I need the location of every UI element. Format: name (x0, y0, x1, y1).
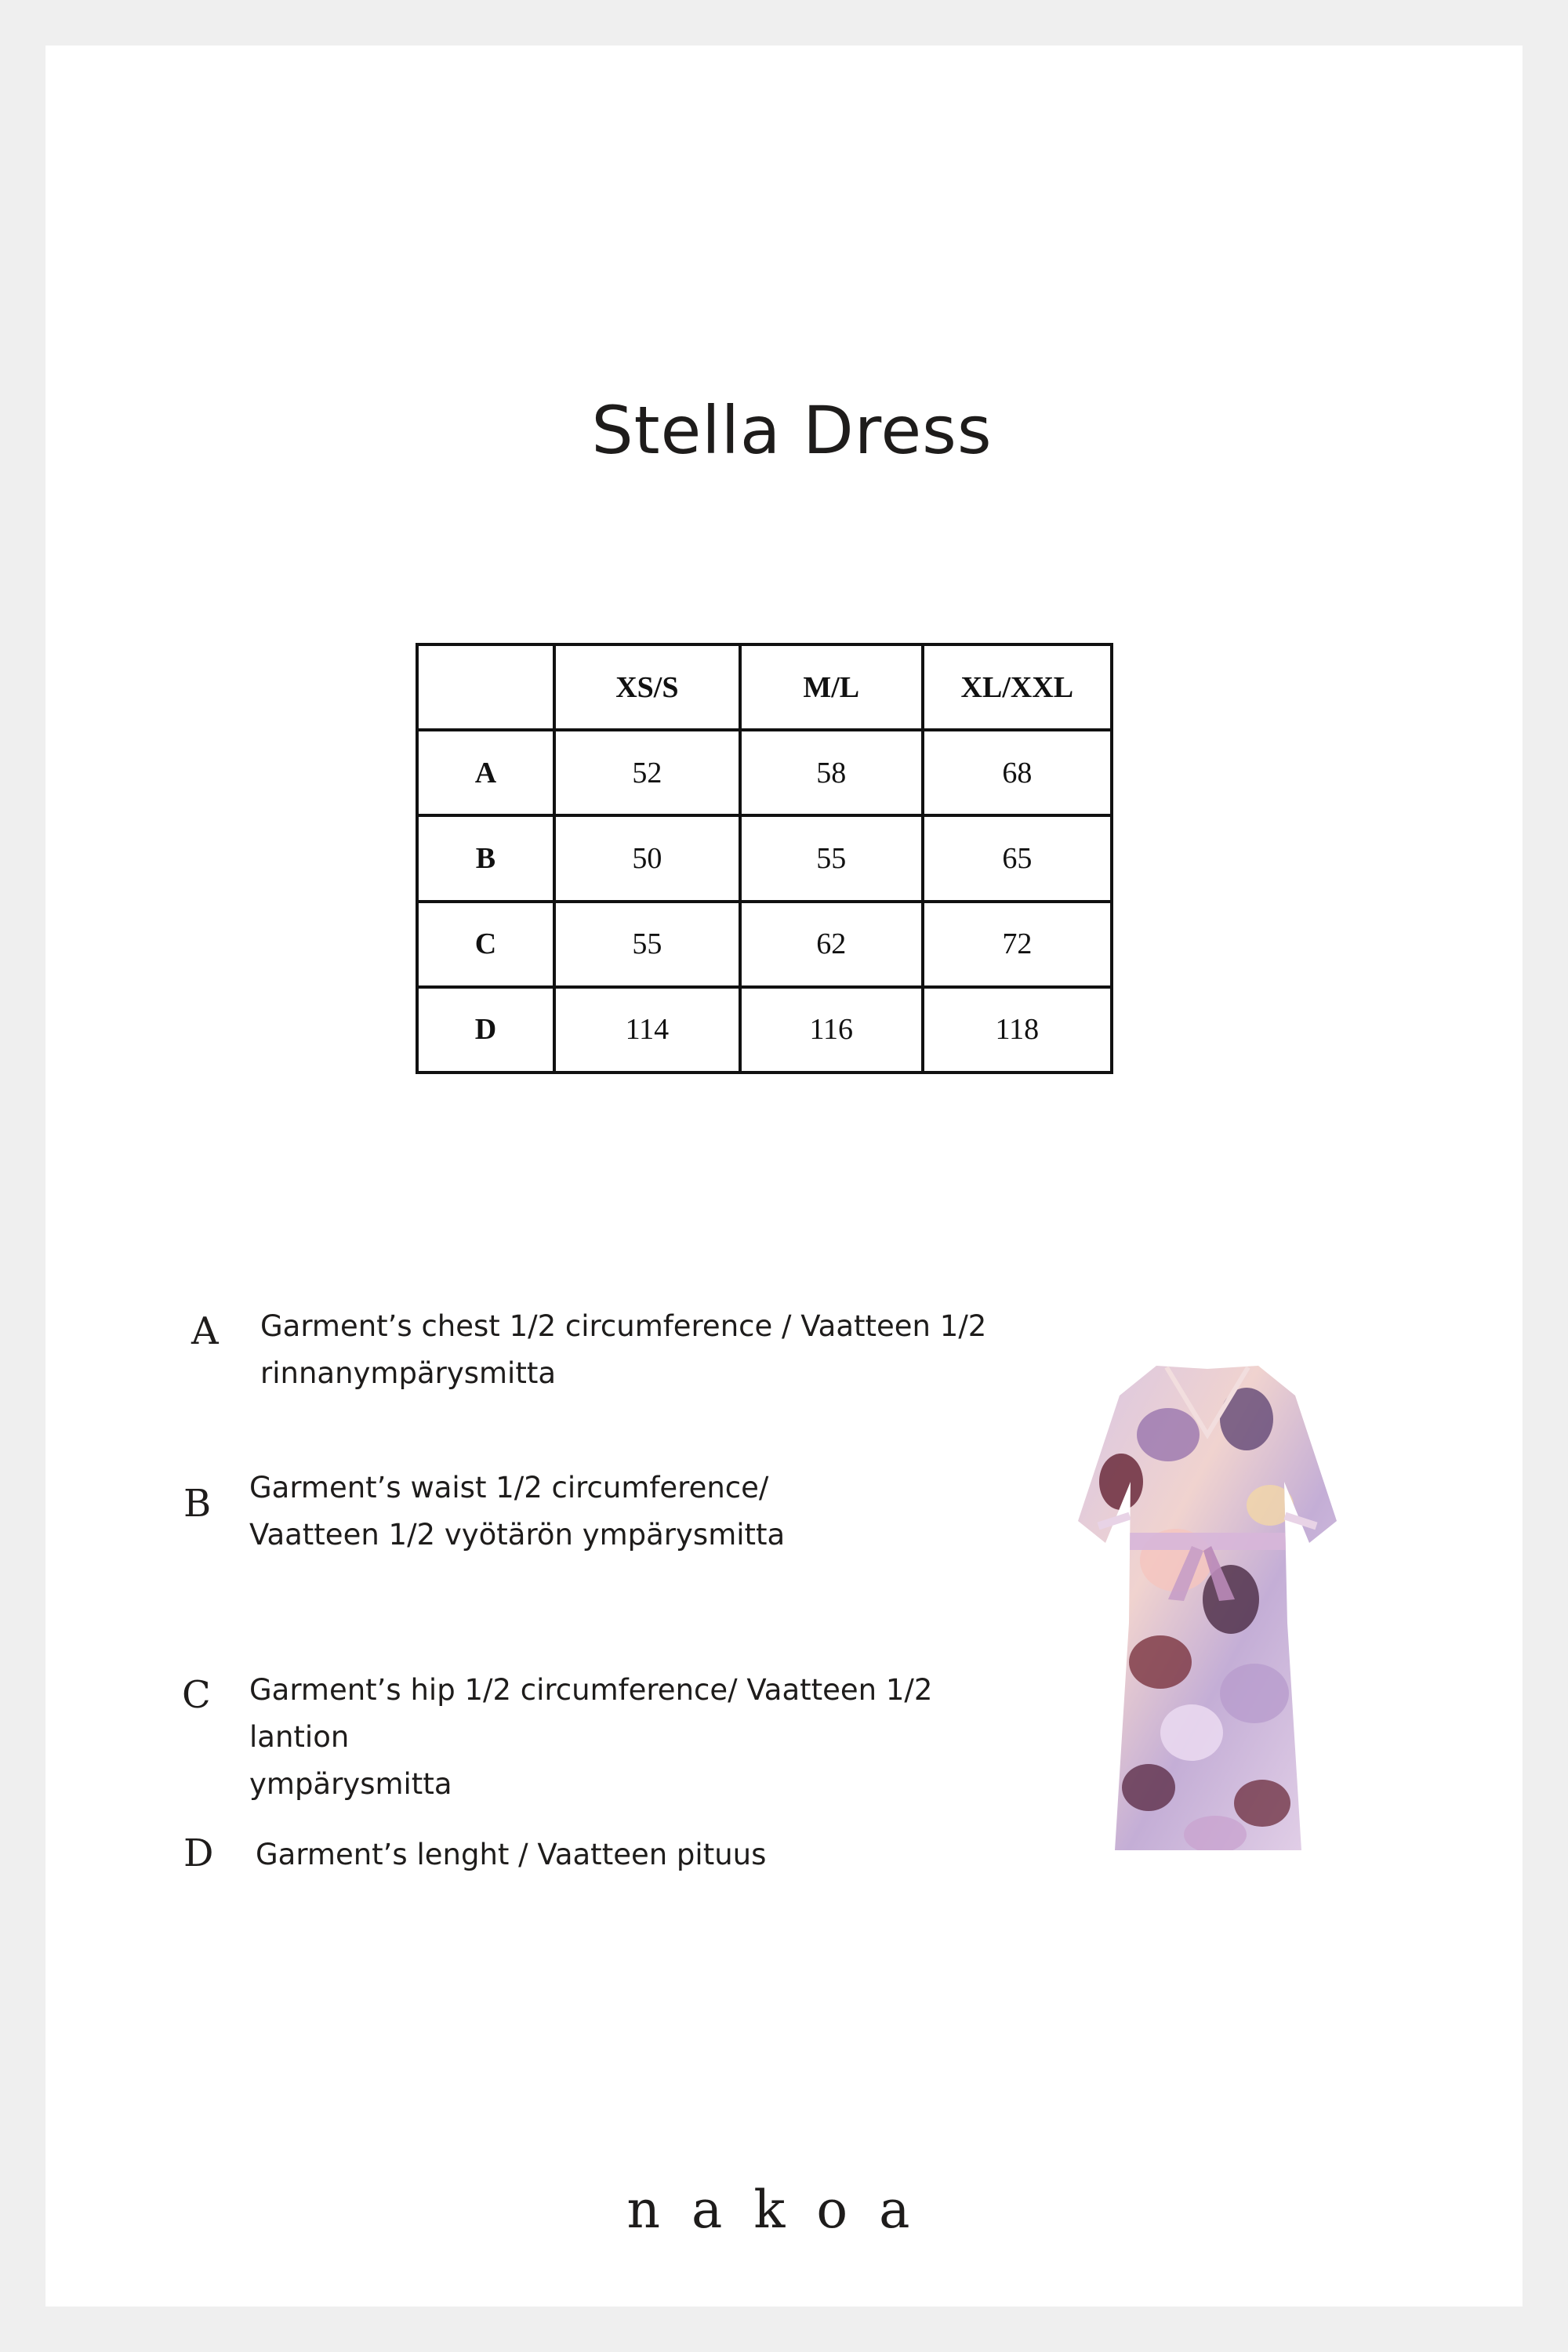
dress-image (1074, 1364, 1341, 1850)
table-cell: 72 (923, 902, 1112, 987)
table-cell: 114 (554, 987, 740, 1073)
table-cell: 55 (554, 902, 740, 987)
table-cell: 58 (740, 730, 923, 815)
table-cell: 118 (923, 987, 1112, 1073)
legend-line: Vaatteen 1/2 vyötärön ympärysmitta (249, 1518, 786, 1552)
table-cell: 62 (740, 902, 923, 987)
table-cell: 116 (740, 987, 923, 1073)
legend-text-b (249, 1465, 1033, 1559)
brand-logo: nakoa (626, 2180, 942, 2240)
table-header-size: XS/S (554, 644, 740, 730)
page-title: Stella Dress (591, 392, 993, 469)
legend-letter-d: D (183, 1831, 214, 1875)
size-table (416, 643, 1113, 1074)
legend-line: ympärysmitta (249, 1767, 452, 1801)
table-row-label: C (417, 902, 554, 987)
legend-text-c (249, 1667, 1033, 1808)
table-row (417, 902, 1112, 987)
page-card (45, 45, 1523, 2307)
legend-text-d (256, 1831, 1040, 1878)
table-cell: 55 (740, 815, 923, 901)
table-header-size: XL/XXL (923, 644, 1112, 730)
table-header-empty (417, 644, 554, 730)
table-header-size: M/L (740, 644, 923, 730)
legend-line: Garment’s waist 1/2 circumference/ (249, 1471, 769, 1504)
table-cell: 52 (554, 730, 740, 815)
table-cell: 50 (554, 815, 740, 901)
table-cell: 65 (923, 815, 1112, 901)
legend-line: Garment’s chest 1/2 circumference / Vaatteen 1/2 (260, 1309, 987, 1343)
legend-text-a (260, 1303, 1044, 1397)
table-row-label: B (417, 815, 554, 901)
legend-letter-a: A (191, 1309, 219, 1353)
table-row-label: D (417, 987, 554, 1073)
legend-letter-b: B (183, 1482, 212, 1526)
table-row (417, 730, 1112, 815)
legend-letter-c: C (182, 1673, 211, 1717)
legend-line: Garment’s lenght / Vaatteen pituus (256, 1838, 767, 1871)
table-row (417, 815, 1112, 901)
legend-line: rinnanympärysmitta (260, 1356, 557, 1390)
legend-line: Garment’s hip 1/2 circumference/ Vaatteen 1/2 lantion (249, 1673, 933, 1754)
table-row (417, 987, 1112, 1073)
table-row-label: A (417, 730, 554, 815)
table-cell: 68 (923, 730, 1112, 815)
table-header-row (417, 644, 1112, 730)
